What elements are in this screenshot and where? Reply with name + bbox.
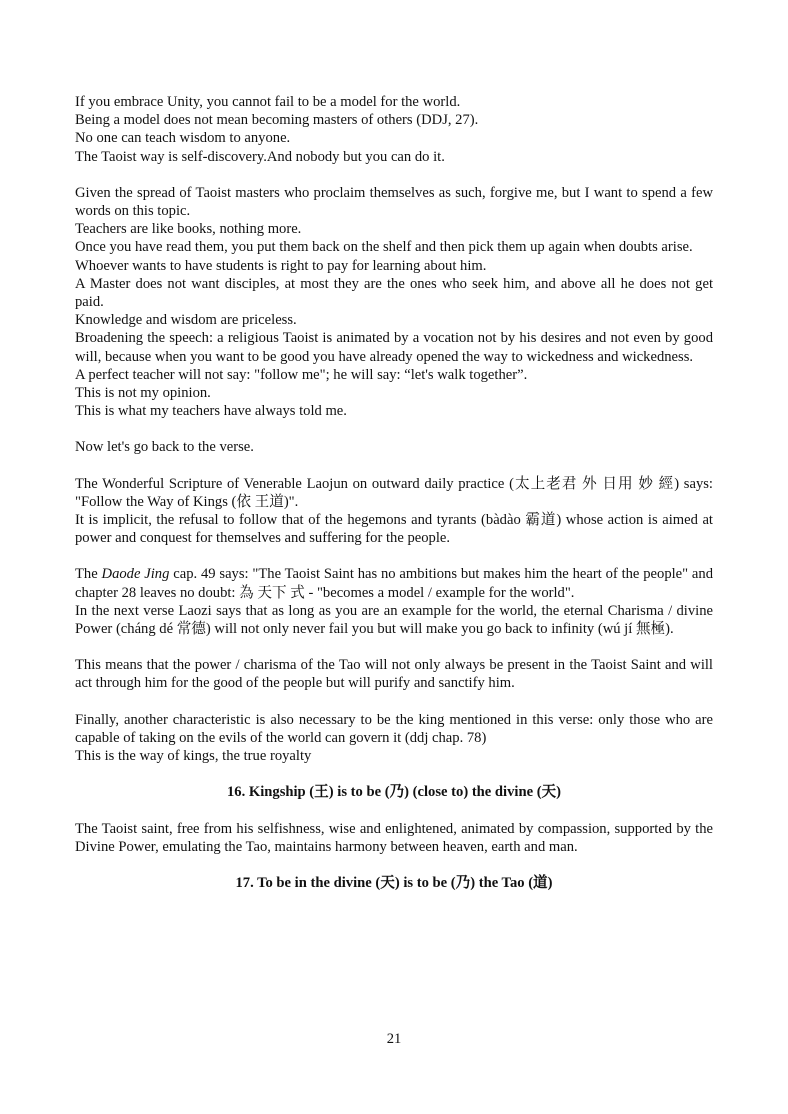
text-line: This is not my opinion. bbox=[75, 385, 211, 402]
text-line: Once you have read them, you put them back on the shelf and then pick them up again when doubts arise. bbox=[75, 239, 693, 256]
text-line: Given the spread of Taoist masters who proclaim themselves as such, forgive me, but I want to spend a few words on this topic. bbox=[75, 184, 713, 220]
text-line: This is what my teachers have always told me. bbox=[75, 403, 347, 420]
paragraph-power: This means that the power / charisma of the Tao will not only always be present in the Taoist Saint and will act through him for the good of the people but will purify and sanctify him. bbox=[75, 657, 713, 692]
text-line: Being a model does not mean becoming masters of others (DDJ, 27). bbox=[75, 112, 479, 129]
text-fragment: cap. 49 says: "The Taoist Saint has no ambitions but makes him the heart of the people" and chapter 28 leaves no doubt: 為 天下 式 - "becomes a model / example for the world". bbox=[75, 566, 714, 601]
text-line bbox=[75, 565, 713, 601]
text-line: This is the way of kings, the true royalty bbox=[75, 748, 312, 765]
page-number: 21 bbox=[386, 1031, 402, 1047]
book-title: Daode Jing bbox=[101, 566, 170, 583]
paragraph-teachers bbox=[75, 184, 713, 421]
document-page bbox=[75, 93, 713, 910]
paragraph-taoist-saint: The Taoist saint, free from his selfishness, wise and enlightened, animated by compassion, supported by the Divine Power, emulating the Tao, maintains harmony between heaven, earth and man. bbox=[75, 820, 713, 855]
text-line: It is implicit, the refusal to follow that of the hegemons and tyrants (bàdào 霸道) whose action is aimed at power and conquest for themselves and suffering for the people. bbox=[75, 512, 713, 547]
paragraph-back-to-verse: Now let's go back to the verse. bbox=[75, 439, 254, 456]
paragraph-daode-jing bbox=[75, 565, 713, 638]
text-line: Finally, another characteristic is also necessary to be the king mentioned in this verse: only those who are capable of taking on the evils of the world can govern it (ddj chap. 78) bbox=[75, 711, 713, 746]
text-line: Whoever wants to have students is right to pay for learning about him. bbox=[75, 257, 487, 274]
text-line: The Wonderful Scripture of Venerable Laojun on outward daily practice (太上老君 外 日用 妙 經) says: "Follow the Way of Kings (依 王道)". bbox=[75, 475, 713, 510]
text-line: Knowledge and wisdom are priceless. bbox=[75, 312, 297, 329]
paragraph-finally bbox=[75, 711, 713, 766]
text-line: No one can teach wisdom to anyone. bbox=[75, 130, 291, 147]
text-line: A Master does not want disciples, at most they are the ones who seek him, and above all he does not get paid. bbox=[75, 275, 713, 311]
text-line: The Taoist way is self-discovery.And nobody but you can do it. bbox=[75, 148, 445, 165]
text-line: A perfect teacher will not say: "follow me"; he will say: “let's walk together”. bbox=[75, 366, 528, 383]
text-line: In the next verse Laozi says that as long as you are an example for the world, the eternal Charisma / divine Power (cháng dé 常德) will not only never fail you but will make you go back to infinity (wú jí 無極). bbox=[75, 602, 713, 638]
text-line: If you embrace Unity, you cannot fail to be a model for the world. bbox=[75, 94, 461, 110]
section-heading-17: 17. To be in the divine (天) is to be (乃) the Tao (道) bbox=[235, 874, 553, 891]
paragraph-scripture bbox=[75, 475, 713, 548]
text-fragment: The bbox=[75, 566, 102, 583]
section-heading-16: 16. Kingship (王) is to be (乃) (close to) the divine (天) bbox=[226, 784, 562, 801]
text-line: Teachers are like books, nothing more. bbox=[75, 221, 302, 238]
text-line: Broadening the speech: a religious Taoist is animated by a vocation not by his desires and not even by good will, because when you want to be good you have already opened the way to wickedness and wickedness. bbox=[75, 330, 713, 365]
paragraph-unity bbox=[75, 93, 713, 166]
